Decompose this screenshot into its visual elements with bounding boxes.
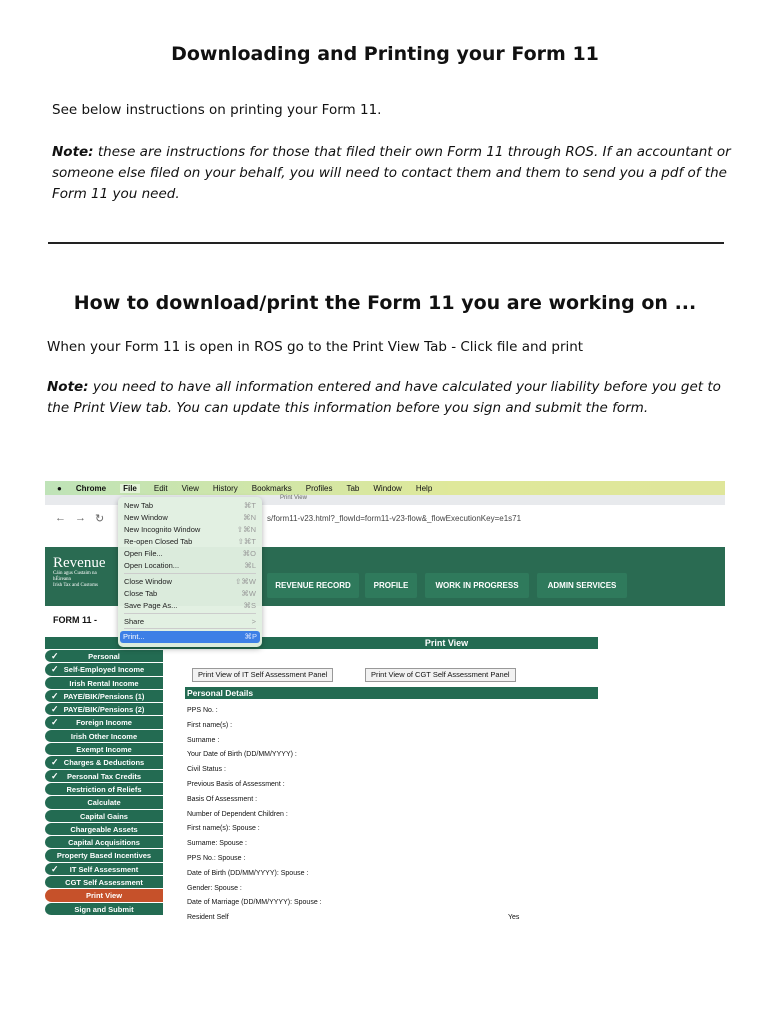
sidebar-item-label: Calculate (87, 798, 121, 808)
check-icon: ✓ (51, 651, 59, 661)
file-menu-item[interactable] (120, 631, 260, 643)
shortcut: ⌘P (244, 632, 257, 641)
menu-item-label: New Incognito Window (124, 525, 201, 534)
menu-edit[interactable]: Edit (153, 483, 168, 493)
field-label: Gender: Spouse : (187, 884, 242, 892)
sidebar-item-label: Charges & Deductions (63, 758, 145, 768)
sidebar-item[interactable] (45, 903, 163, 916)
file-menu-item[interactable] (124, 513, 256, 523)
note-label: Note: (47, 379, 89, 395)
sidebar-item-label: Personal (88, 652, 120, 661)
sidebar-item-label: Chargeable Assets (70, 824, 138, 834)
note-label: Note: (52, 144, 94, 160)
sidebar-item-label: Print View (85, 891, 123, 901)
sidebar-item-label: Restriction of Reliefs (66, 784, 142, 794)
menu-window[interactable]: Window (373, 483, 402, 493)
shortcut: ⌘L (244, 561, 256, 570)
sidebar-item[interactable] (45, 716, 163, 729)
field-value: Yes (508, 914, 520, 922)
menu-profiles[interactable]: Profiles (305, 483, 333, 493)
shortcut: ⌘S (243, 601, 256, 610)
apple-icon: ● (57, 483, 62, 493)
menu-help[interactable]: Help (415, 483, 433, 493)
sidebar-item[interactable] (45, 677, 163, 690)
menu-item-label: New Tab (124, 501, 154, 510)
file-menu-item[interactable] (124, 561, 256, 571)
menu-separator (124, 573, 256, 574)
menu-item-label: Close Tab (124, 589, 158, 598)
file-menu-item[interactable] (124, 601, 256, 611)
menu-history[interactable]: History (212, 483, 238, 493)
section-heading: How to download/print the Form 11 you are working on ... (73, 292, 697, 314)
file-menu (118, 497, 262, 647)
divider (48, 242, 724, 244)
field-label: Previous Basis of Assessment : (187, 781, 285, 788)
sidebar-item-label: PAYE/BIK/Pensions (1) (63, 691, 145, 701)
file-menu-item[interactable] (124, 501, 256, 511)
field-label: Civil Status : (187, 766, 226, 774)
mac-menubar (45, 481, 725, 495)
sidebar (45, 650, 163, 916)
reload-icon[interactable]: ↻ (95, 513, 105, 525)
menu-separator (124, 613, 256, 614)
personal-details-header: Personal Details (185, 687, 598, 699)
sidebar-item[interactable] (45, 823, 163, 836)
sidebar-item-label: IT Self Assessment (69, 864, 139, 874)
back-icon[interactable]: ← (55, 512, 66, 524)
shortcut: ⌘T (243, 501, 256, 510)
check-icon: ✓ (51, 704, 59, 715)
shortcut: ⌘W (241, 589, 256, 598)
check-icon: ✓ (51, 717, 59, 728)
shortcut: ⇧⌘T (237, 537, 256, 546)
sidebar-item[interactable] (45, 730, 163, 743)
menu-item-label: Open File... (124, 549, 163, 558)
sidebar-item[interactable] (45, 690, 163, 703)
sidebar-item[interactable] (45, 836, 163, 849)
check-icon: ✓ (51, 863, 59, 874)
field-label: First name(s): Spouse : (187, 825, 260, 833)
file-menu-item[interactable] (124, 617, 256, 627)
sidebar-item[interactable] (45, 889, 163, 902)
field-label: Your Date of Birth (DD/MM/YYYY) : (187, 751, 297, 759)
sidebar-item[interactable] (45, 770, 163, 783)
note-1 (52, 142, 732, 205)
menu-view[interactable]: View (181, 483, 199, 493)
revenue-logo: Revenue Cáin agus Custaim na hÉireann Irish Tax and Customs (53, 555, 106, 588)
sidebar-item[interactable] (45, 849, 163, 862)
file-menu-item[interactable] (124, 525, 256, 535)
menu-file[interactable]: File (120, 484, 140, 493)
intro-text: See below instructions on printing your Form 11. (52, 102, 382, 118)
sidebar-item[interactable] (45, 783, 163, 796)
step-text: When your Form 11 is open in ROS go to the Print View Tab - Click file and print (47, 339, 584, 355)
check-icon: ✓ (51, 690, 59, 701)
note-text: you need to have all information entered and have calculated your liability before you get to the Print View tab. You can update this information before you sign and submit the form. (47, 379, 721, 416)
field-label: Date of Birth (DD/MM/YYYY): Spouse : (187, 869, 309, 877)
sidebar-item[interactable] (45, 756, 163, 769)
sidebar-item-label: Foreign Income (76, 718, 132, 728)
menu-item-label: Print... (123, 632, 145, 641)
sidebar-item-label: Capital Acquisitions (68, 838, 140, 848)
shortcut: ⌘O (242, 549, 256, 558)
sidebar-item[interactable] (45, 876, 163, 889)
nav-revenue-record[interactable]: REVENUE RECORD (267, 573, 359, 598)
shortcut: ⌘N (243, 513, 256, 522)
page-title: Downloading and Printing your Form 11 (171, 43, 599, 65)
menu-tab[interactable]: Tab (346, 483, 360, 493)
sidebar-item[interactable] (45, 703, 163, 716)
sidebar-item[interactable] (45, 810, 163, 823)
check-icon: ✓ (51, 770, 59, 781)
sidebar-item-label: Irish Other Income (70, 731, 138, 741)
check-icon: ✓ (51, 757, 59, 768)
note-2 (47, 377, 732, 419)
sidebar-item-label: Capital Gains (80, 811, 128, 821)
menu-item-label: Share (124, 617, 145, 626)
shortcut: > (251, 617, 256, 626)
sidebar-item-label: CGT Self Assessment (65, 878, 143, 888)
print-it-panel-button[interactable]: Print View of IT Self Assessment Panel (192, 668, 333, 682)
shortcut: ⇧⌘N (236, 525, 256, 534)
note-text: these are instructions for those that filed their own Form 11 through ROS. If an accountant or someone else filed on your behalf, you will need to contact them and them to send you a pdf of the Form 11 you need. (52, 144, 731, 202)
file-menu-item[interactable] (124, 589, 256, 599)
nav-profile[interactable]: PROFILE (365, 573, 417, 598)
menu-item-label: Close Window (124, 577, 172, 586)
sidebar-item[interactable] (45, 650, 163, 663)
sidebar-item[interactable] (45, 663, 163, 676)
sidebar-item-label: Exempt Income (76, 745, 132, 755)
tab-title[interactable]: Print View (280, 495, 307, 501)
sidebar-item-label: PAYE/BIK/Pensions (2) (63, 705, 145, 715)
check-icon: ✓ (51, 664, 59, 675)
field-label: Resident Self (187, 914, 229, 922)
menu-item-label: New Window (124, 513, 168, 522)
form-title: FORM 11 - (53, 615, 98, 625)
menu-item-label: Re-open Closed Tab (124, 537, 193, 546)
print-cgt-panel-button[interactable]: Print View of CGT Self Assessment Panel (365, 668, 516, 682)
field-label: Date of Marriage (DD/MM/YYYY): Spouse : (187, 899, 322, 907)
sidebar-item[interactable] (45, 796, 163, 809)
file-menu-item[interactable] (124, 577, 256, 587)
print-view-bar: Print View (45, 637, 598, 649)
field-label: Surname : (187, 736, 220, 744)
nav-admin-services[interactable]: ADMIN SERVICES (537, 573, 627, 598)
field-label: Surname: Spouse : (187, 840, 247, 848)
field-label: PPS No. : (187, 707, 218, 714)
sidebar-item-label: Sign and Submit (74, 904, 134, 914)
menu-item-label: Open Location... (124, 561, 180, 570)
menu-bookmarks[interactable]: Bookmarks (251, 483, 292, 493)
sidebar-item[interactable] (45, 743, 163, 756)
sidebar-item-label: Property Based Incentives (56, 851, 152, 861)
field-label: First name(s) : (187, 721, 233, 729)
ros-screenshot (45, 480, 725, 930)
forward-icon[interactable]: → (75, 512, 86, 524)
field-label: PPS No.: Spouse : (187, 855, 246, 862)
url-text[interactable]: s/form11-v23.html?_flowId=form11-v23-flow&_flowExecutionKey=e1s71 (267, 514, 522, 523)
menu-item-label: Save Page As... (124, 601, 178, 610)
menu-chrome[interactable]: Chrome (75, 483, 107, 493)
menu-separator (124, 628, 256, 629)
shortcut: ⇧⌘W (235, 577, 256, 586)
sidebar-item-label: Irish Rental Income (69, 678, 139, 688)
sidebar-item-label: Self-Employed Income (63, 665, 145, 675)
file-menu-item[interactable] (124, 537, 256, 547)
nav-work-in-progress[interactable]: WORK IN PROGRESS (425, 573, 529, 598)
file-menu-item[interactable] (124, 549, 256, 559)
sidebar-item-label: Personal Tax Credits (66, 771, 142, 781)
field-label: Basis Of Assessment : (187, 795, 258, 803)
sidebar-item[interactable] (45, 863, 163, 876)
field-label: Number of Dependent Children : (187, 810, 288, 818)
